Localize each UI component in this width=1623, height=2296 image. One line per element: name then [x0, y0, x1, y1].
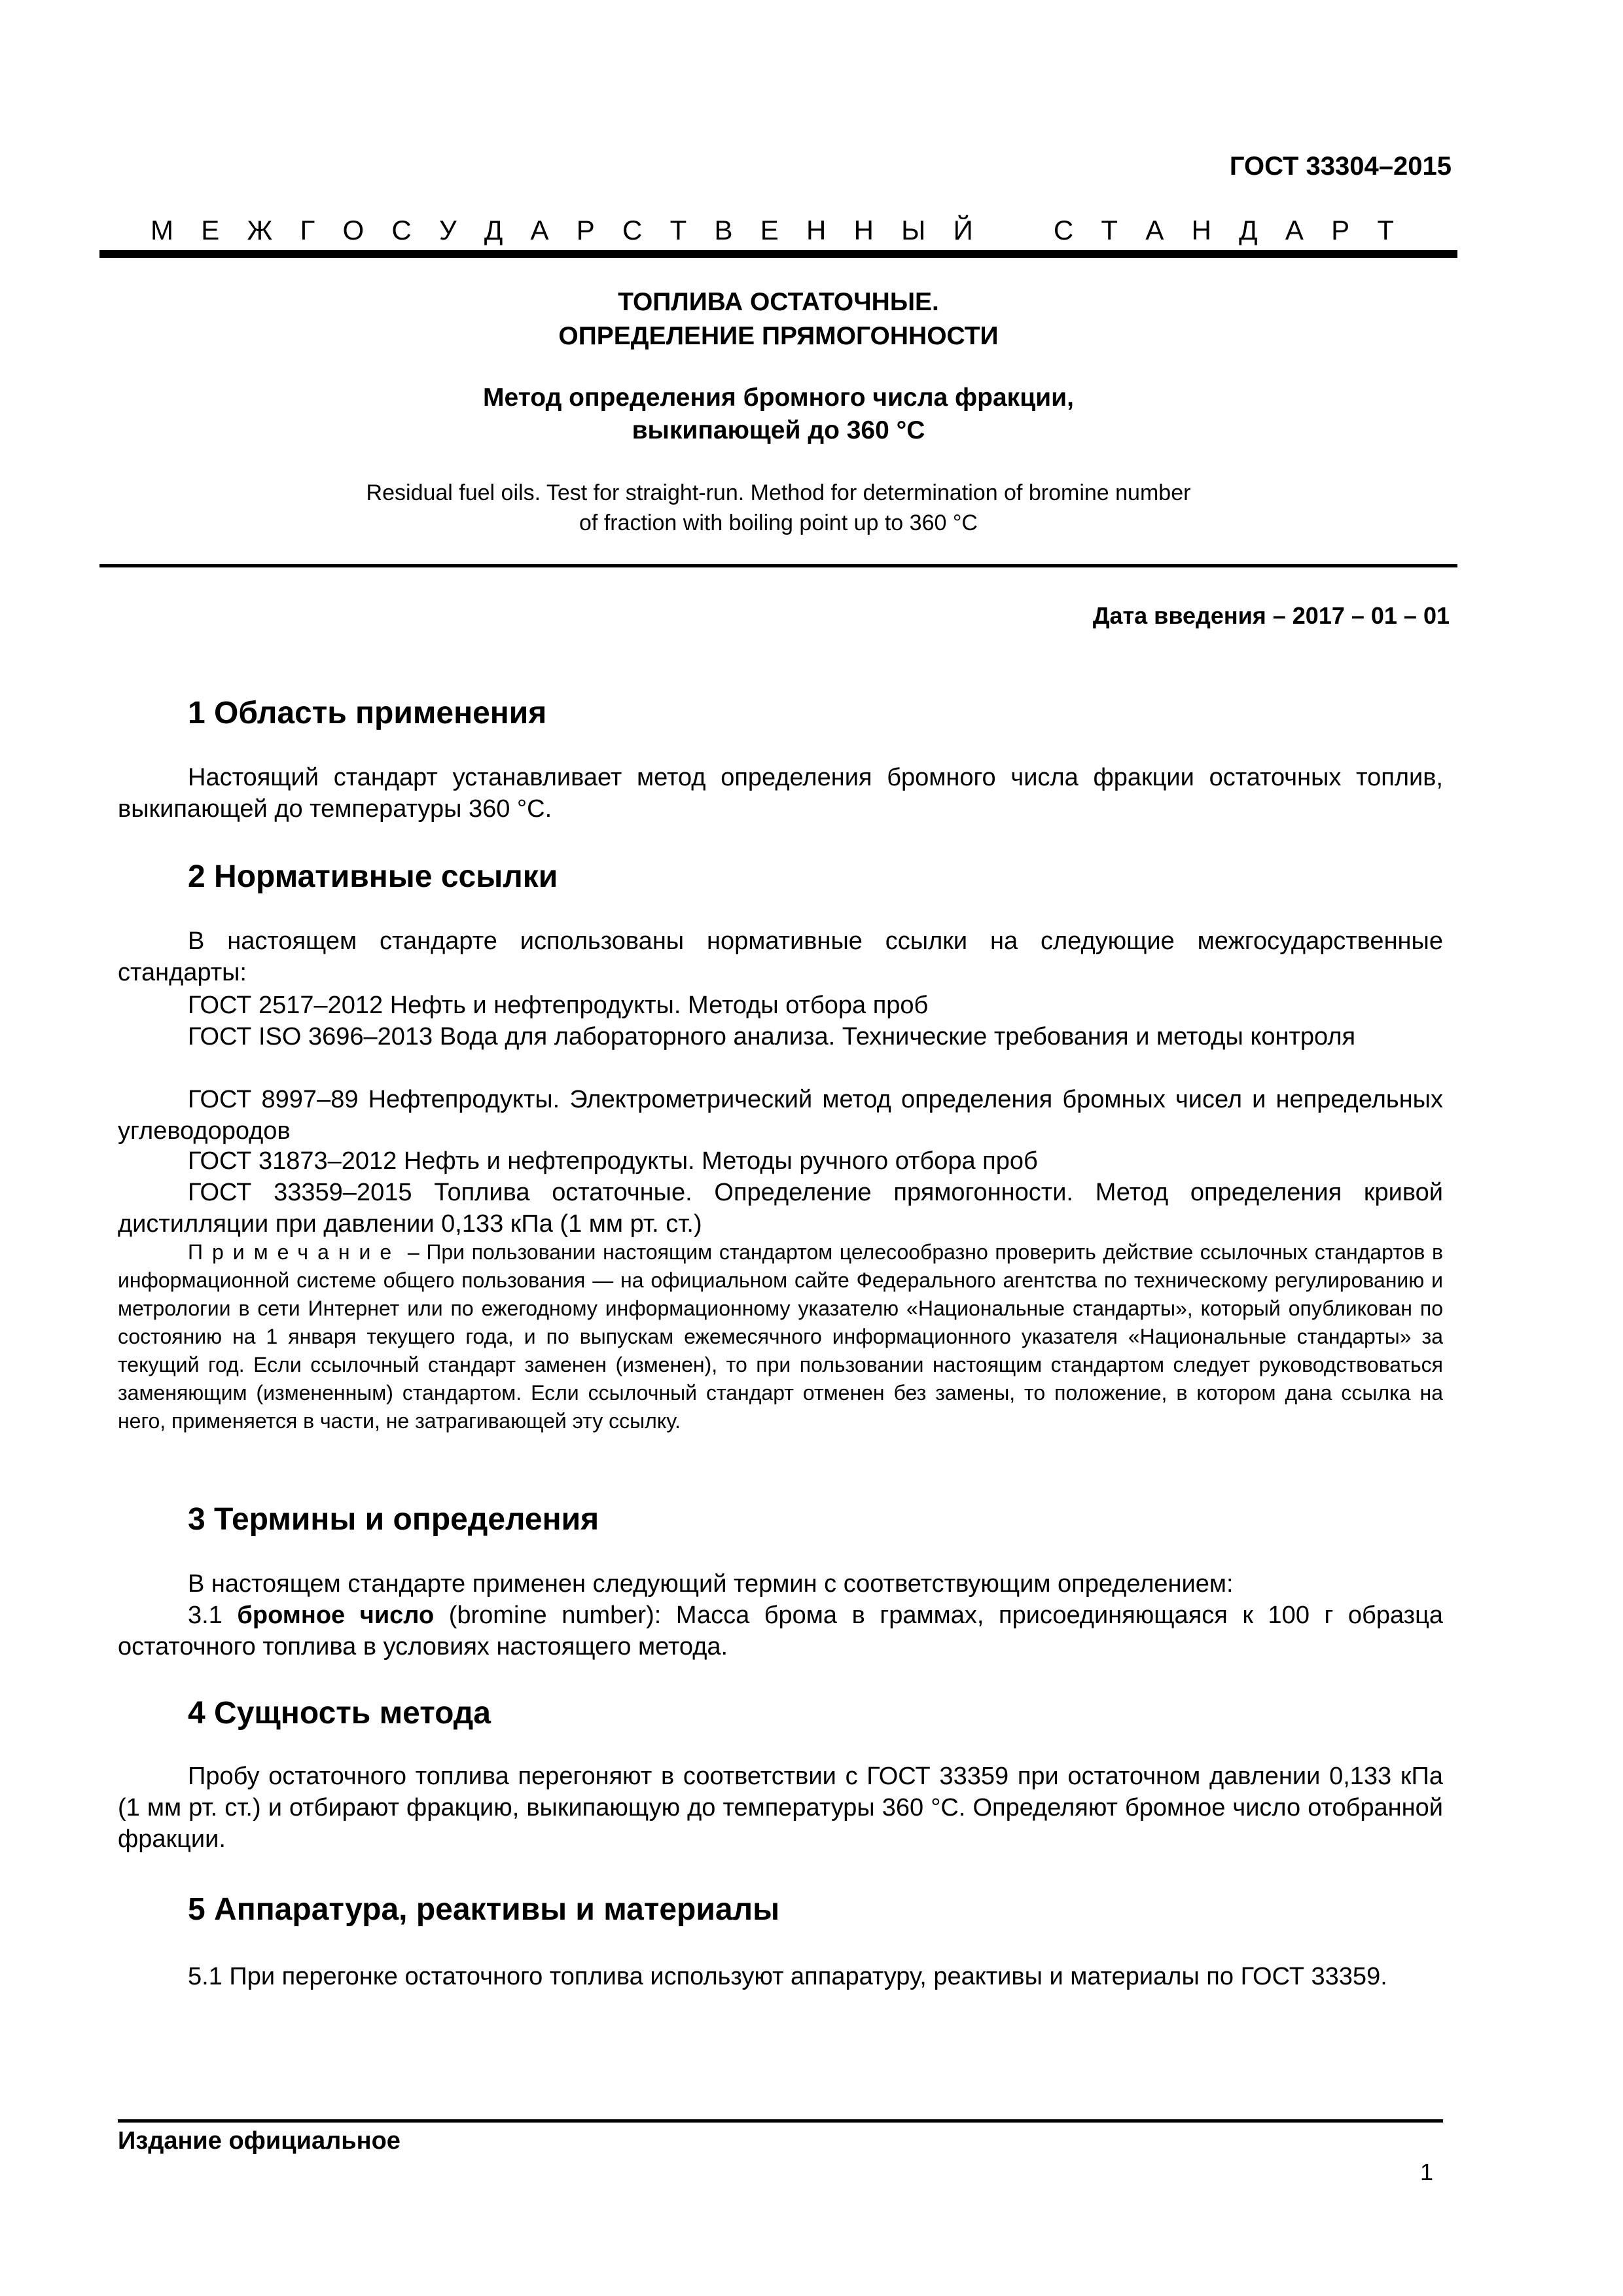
standard-kind-text: М Е Ж Г О С У Д А Р С Т В Е Н Н Ы Й С Т А Н Д А Р Т — [151, 215, 1404, 245]
subtitle-line-1: Метод определения бромного числа фракции, — [483, 384, 1074, 412]
term-name: бромное число — [237, 1602, 435, 1629]
section-3-intro-content: В настоящем стандарте применен следующий термин с соответствующим определением: — [188, 1570, 1234, 1598]
gost-number: ГОСТ 33304–2015 — [1229, 152, 1452, 181]
section-1-text-content: Настоящий стандарт устанавливает метод определения бромного числа фракции остаточных топлив, выкипающей до температуры 360 °С. — [118, 764, 1443, 823]
section-3-intro — [118, 1568, 1443, 1600]
reference-2-text: ГОСТ ISO 3696–2013 Вода для лабораторного анализа. Технические требования и методы контроля — [188, 1023, 1356, 1050]
title-line-1: ТОПЛИВА ОСТАТОЧНЫЕ. — [618, 288, 939, 316]
official-edition-label: Издание официальное — [118, 2127, 401, 2155]
section-2-intro-content: В настоящем стандарте использованы нормативные ссылки на следующие межгосударственные стандарты: — [118, 927, 1443, 986]
section-2-intro — [118, 925, 1443, 988]
note-text: – При пользовании настоящим стандартом целесообразно проверить действие ссылочных стандартов в информационной системе общего пользования — на официальном сайте Федерального агентства по техническому регулированию и метрологии в сети Интернет или по ежегодному информационному указателю «Национальные стандарты», который опубликован по состоянию на 1 января текущего года, и по выпускам ежемесячного информационного указателя «Национальные стандарты» за текущий год. Если ссылочный стандарт заменен (изменен), то при пользовании настоящим стандартом следует руководствоваться заменяющим (измененным) стандартом. Если ссылочный стандарт отменен без замены, то положение, в котором дана ссылка на него, применяется в части, не затрагивающей эту ссылку. — [118, 1240, 1444, 1433]
term-definition — [118, 1600, 1443, 1662]
term-english: (bromine number): — [448, 1602, 662, 1629]
section-4-text — [118, 1761, 1443, 1855]
page-number: 1 — [1419, 2159, 1433, 2185]
reference-2 — [118, 1021, 1443, 1052]
section-5-text — [118, 1961, 1443, 1992]
note — [118, 1238, 1443, 1435]
subtitle-line-2: выкипающей до 360 °С — [632, 416, 925, 444]
english-title-line-1: Residual fuel oils. Test for straight-run. Method for determination of bromine number — [366, 480, 1191, 505]
english-title-line-2: of fraction with boiling point up to 360 °C — [579, 511, 978, 535]
top-rule — [99, 250, 1457, 258]
reference-5 — [118, 1177, 1443, 1240]
standard-kind-heading — [151, 215, 1404, 246]
section-4-heading: 4 Сущность метода — [188, 1696, 491, 1731]
introduction-date: Дата введения – 2017 – 01 – 01 — [1092, 602, 1450, 629]
reference-1-text: ГОСТ 2517–2012 Нефть и нефтепродукты. Методы отбора проб — [188, 992, 929, 1019]
reference-4-text: ГОСТ 31873–2012 Нефть и нефтепродукты. Методы ручного отбора проб — [188, 1147, 1038, 1175]
footer-rule — [118, 2119, 1443, 2123]
reference-4 — [118, 1145, 1443, 1177]
section-4-text-content: Пробу остаточного топлива перегоняют в соответствии с ГОСТ 33359 при остаточном давлении 0,133 кПа (1 мм рт. ст.) и отбирают фракцию, выкипающую до температуры 360 °С. Определяют бромное число отобранной фракции. — [118, 1763, 1443, 1853]
section-2-heading: 2 Нормативные ссылки — [188, 859, 558, 894]
reference-1 — [118, 990, 1443, 1021]
section-1-text — [118, 762, 1443, 825]
note-label: Примечание — [188, 1240, 401, 1264]
reference-3 — [118, 1084, 1443, 1147]
title-rule — [99, 564, 1457, 567]
section-5-text-content: 5.1 При перегонке остаточного топлива используют аппаратуру, реактивы и материалы по ГОСТ 33359. — [188, 1963, 1387, 1990]
section-1-heading: 1 Область применения — [188, 696, 547, 730]
title-line-2: ОПРЕДЕЛЕНИЕ ПРЯМОГОННОСТИ — [558, 322, 999, 350]
reference-5-text: ГОСТ 33359–2015 Топлива остаточные. Определение прямогонности. Метод определения кривой дистилляции при давлении 0,133 кПа (1 мм рт. ст.) — [118, 1179, 1443, 1238]
section-3-heading: 3 Термины и определения — [188, 1502, 599, 1537]
term-number: 3.1 — [188, 1602, 223, 1629]
term-definition-text: Масса брома в граммах, присоединяющаяся к 100 г образца остаточного топлива в условиях настоящего метода. — [118, 1602, 1443, 1660]
reference-3-text: ГОСТ 8997–89 Нефтепродукты. Электрометрический метод определения бромных чисел и непредельных углеводородов — [118, 1086, 1443, 1145]
section-5-heading: 5 Аппаратура, реактивы и материалы — [188, 1892, 780, 1927]
